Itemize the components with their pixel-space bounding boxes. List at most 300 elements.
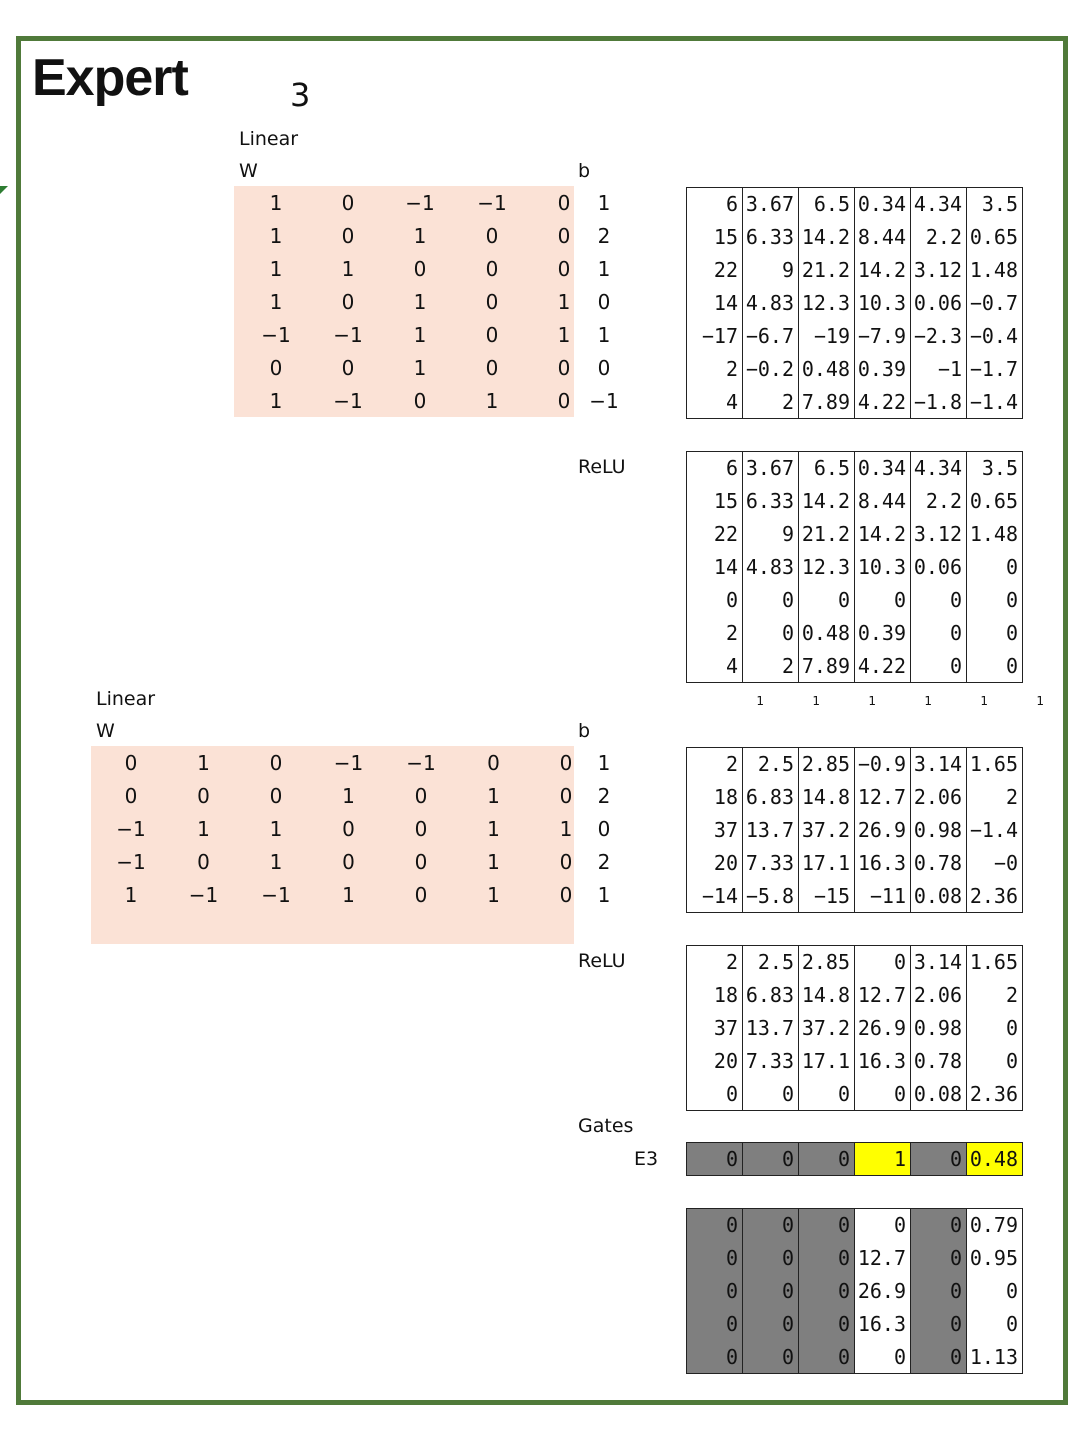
matrix-cell[interactable]: 1: [855, 1143, 911, 1176]
matrix-cell[interactable]: 26.9: [855, 1275, 911, 1308]
matrix-cell[interactable]: 0: [911, 1209, 967, 1242]
matrix-cell[interactable]: 14.2: [855, 254, 911, 287]
matrix-cell[interactable]: 20: [687, 847, 743, 880]
matrix-cell[interactable]: −7.9: [855, 320, 911, 353]
matrix-cell[interactable]: 8.44: [855, 221, 911, 254]
weight-cell[interactable]: 1: [557, 290, 571, 314]
matrix-cell[interactable]: 0: [743, 1341, 799, 1374]
weight-cell[interactable]: 1: [487, 883, 500, 907]
page-title: Expert: [32, 49, 188, 107]
matrix-cell[interactable]: 12.3: [799, 287, 855, 320]
matrix-cell[interactable]: −0.9: [855, 748, 911, 781]
matrix-cell[interactable]: 9: [743, 518, 799, 551]
matrix-cell[interactable]: 0: [743, 584, 799, 617]
weight-cell[interactable]: −1: [116, 817, 146, 841]
weight-cell[interactable]: −1: [477, 191, 507, 215]
matrix-cell[interactable]: 14.2: [855, 518, 911, 551]
cell-comment-marker: [0, 186, 8, 194]
ones-cell[interactable]: 1: [868, 694, 876, 708]
matrix-cell[interactable]: −1.4: [967, 386, 1023, 419]
weight-cell[interactable]: −1: [406, 751, 436, 775]
weight-cell[interactable]: 0: [559, 784, 573, 808]
matrix-cell[interactable]: 0: [911, 617, 967, 650]
weight-cell[interactable]: 1: [342, 784, 355, 808]
matrix-cell[interactable]: 0: [911, 650, 967, 683]
matrix-cell[interactable]: 16.3: [855, 847, 911, 880]
weight-cell[interactable]: 0: [485, 257, 499, 281]
matrix-cell[interactable]: 18: [687, 781, 743, 814]
matrix-cell[interactable]: −0.4: [967, 320, 1023, 353]
weight-cell[interactable]: 0: [269, 751, 283, 775]
matrix-cell[interactable]: 2: [967, 781, 1023, 814]
gate-row-label: E3: [634, 1148, 659, 1170]
matrix-cell[interactable]: 0.34: [855, 452, 911, 485]
weight-cell[interactable]: 0: [341, 290, 355, 314]
matrix-cell[interactable]: 18: [687, 979, 743, 1012]
gated-output-matrix: [686, 1208, 1023, 1374]
matrix-cell[interactable]: 4.83: [743, 287, 799, 320]
matrix-cell[interactable]: 2.36: [967, 1078, 1023, 1111]
matrix-cell[interactable]: 0.98: [911, 814, 967, 847]
matrix-row: [687, 650, 1023, 683]
matrix-cell[interactable]: 6.5: [799, 188, 855, 221]
weight-cell[interactable]: 0: [342, 817, 355, 841]
matrix-cell[interactable]: 0: [799, 1078, 855, 1111]
expert-number[interactable]: 3: [290, 76, 311, 114]
matrix-cell[interactable]: 0: [911, 584, 967, 617]
matrix-cell[interactable]: 37.2: [799, 814, 855, 847]
weight-cell[interactable]: 0: [124, 751, 138, 775]
matrix-cell[interactable]: 0.39: [855, 617, 911, 650]
matrix-cell[interactable]: 0: [687, 1209, 743, 1242]
matrix-cell[interactable]: 12.3: [799, 551, 855, 584]
matrix-cell[interactable]: 14.8: [799, 979, 855, 1012]
matrix-cell[interactable]: 0: [855, 1209, 911, 1242]
matrix-cell[interactable]: 3.12: [911, 254, 967, 287]
weight-cell[interactable]: 0: [557, 224, 571, 248]
matrix-cell[interactable]: 16.3: [855, 1045, 911, 1078]
bias-cell[interactable]: −1: [589, 389, 619, 413]
matrix-cell[interactable]: 0.98: [911, 1012, 967, 1045]
weight-cell[interactable]: 0: [485, 323, 499, 347]
matrix-cell[interactable]: 2.2: [911, 485, 967, 518]
matrix-cell[interactable]: 0: [687, 1341, 743, 1374]
matrix-cell[interactable]: 4.22: [855, 386, 911, 419]
matrix-cell[interactable]: 0: [743, 1275, 799, 1308]
matrix-cell[interactable]: 0: [855, 946, 911, 979]
matrix-cell[interactable]: −14: [687, 880, 743, 913]
matrix-cell[interactable]: 0.06: [911, 551, 967, 584]
matrix-cell[interactable]: 21.2: [799, 518, 855, 551]
matrix-cell[interactable]: 2: [687, 946, 743, 979]
matrix-cell[interactable]: 2.85: [799, 748, 855, 781]
matrix-cell[interactable]: 0: [911, 1143, 967, 1176]
matrix-cell[interactable]: 26.9: [855, 1012, 911, 1045]
matrix-cell[interactable]: 12.7: [855, 1242, 911, 1275]
weight-cell[interactable]: 1: [487, 817, 500, 841]
weight-cell[interactable]: 1: [559, 817, 573, 841]
matrix-cell[interactable]: 14.8: [799, 781, 855, 814]
matrix-cell[interactable]: 15: [687, 221, 743, 254]
weight-cell[interactable]: 0: [559, 850, 573, 874]
matrix-cell[interactable]: 0: [967, 551, 1023, 584]
matrix-cell[interactable]: 6.83: [743, 781, 799, 814]
weight-cell[interactable]: 1: [342, 883, 355, 907]
matrix-cell[interactable]: 0: [687, 1308, 743, 1341]
matrix-row: [687, 452, 1023, 485]
weight-cell[interactable]: −1: [261, 323, 291, 347]
matrix-cell[interactable]: 7.33: [743, 1045, 799, 1078]
matrix-cell[interactable]: 0.48: [967, 1143, 1023, 1176]
matrix-cell[interactable]: 2.36: [967, 880, 1023, 913]
weight-cell[interactable]: 1: [413, 224, 427, 248]
matrix-cell[interactable]: 0: [687, 1242, 743, 1275]
bias-cell[interactable]: 2: [597, 784, 611, 808]
matrix-cell[interactable]: 12.7: [855, 979, 911, 1012]
weight-cell[interactable]: 1: [269, 224, 283, 248]
matrix-cell[interactable]: 15: [687, 485, 743, 518]
matrix-row: [687, 946, 1023, 979]
matrix-row: [687, 814, 1023, 847]
weight-cell[interactable]: 1: [487, 850, 500, 874]
matrix-cell[interactable]: 14.2: [799, 221, 855, 254]
matrix-cell[interactable]: 3.14: [911, 946, 967, 979]
weight-cell[interactable]: 0: [485, 290, 499, 314]
matrix-cell[interactable]: 3.5: [967, 452, 1023, 485]
matrix-cell[interactable]: 37: [687, 814, 743, 847]
matrix-cell[interactable]: 0: [743, 1143, 799, 1176]
matrix-cell[interactable]: 0: [687, 584, 743, 617]
bias-cell[interactable]: 0: [597, 817, 611, 841]
matrix-cell[interactable]: −1.8: [911, 386, 967, 419]
weight-cell[interactable]: 0: [269, 356, 283, 380]
matrix-cell[interactable]: 0.65: [967, 221, 1023, 254]
matrix-cell[interactable]: 0: [855, 1078, 911, 1111]
matrix-row: [687, 781, 1023, 814]
matrix-cell[interactable]: 3.12: [911, 518, 967, 551]
weight-cell[interactable]: −1: [333, 323, 363, 347]
matrix-cell[interactable]: 0: [799, 1341, 855, 1374]
matrix-cell[interactable]: 4.34: [911, 188, 967, 221]
weight-cell[interactable]: 1: [413, 356, 427, 380]
bias-cell[interactable]: 2: [597, 850, 611, 874]
matrix-row: [687, 1012, 1023, 1045]
matrix-cell[interactable]: 12.7: [855, 781, 911, 814]
matrix-cell[interactable]: 14.2: [799, 485, 855, 518]
weight-cell[interactable]: 1: [124, 883, 138, 907]
matrix-cell[interactable]: −5.8: [743, 880, 799, 913]
weight-cell[interactable]: 0: [414, 883, 428, 907]
matrix-cell[interactable]: 1.65: [967, 946, 1023, 979]
matrix-row: [687, 1308, 1023, 1341]
matrix-cell[interactable]: 6: [687, 188, 743, 221]
matrix-cell[interactable]: 21.2: [799, 254, 855, 287]
matrix-cell[interactable]: 17.1: [799, 1045, 855, 1078]
matrix-cell[interactable]: 2: [743, 650, 799, 683]
weight-cell[interactable]: −1: [333, 389, 363, 413]
matrix-cell[interactable]: 4.22: [855, 650, 911, 683]
matrix-cell[interactable]: −2.3: [911, 320, 967, 353]
bias-cell[interactable]: 0: [597, 290, 611, 314]
matrix-cell[interactable]: 0: [799, 1275, 855, 1308]
matrix-cell[interactable]: 0.48: [799, 617, 855, 650]
weight-cell[interactable]: 1: [197, 817, 210, 841]
matrix-cell[interactable]: 0.08: [911, 1078, 967, 1111]
matrix-cell[interactable]: 0.78: [911, 1045, 967, 1078]
weight-cell[interactable]: 0: [413, 257, 427, 281]
matrix-cell[interactable]: −1.7: [967, 353, 1023, 386]
matrix-cell[interactable]: 0: [911, 1242, 967, 1275]
weight-cell[interactable]: 0: [197, 850, 210, 874]
bias-cell[interactable]: 1: [597, 883, 611, 907]
matrix-cell[interactable]: 2: [687, 748, 743, 781]
matrix-cell[interactable]: 0: [967, 1045, 1023, 1078]
gates-row: [686, 1142, 1023, 1176]
matrix-row: [687, 320, 1023, 353]
matrix-cell[interactable]: 22: [687, 254, 743, 287]
layer2-linear-label: Linear: [96, 688, 156, 710]
matrix-row: [687, 1078, 1023, 1111]
matrix-cell[interactable]: 0: [967, 584, 1023, 617]
matrix-row: [687, 188, 1023, 221]
layer2-b-label: b: [578, 720, 591, 742]
matrix-cell[interactable]: 0: [799, 584, 855, 617]
matrix-cell[interactable]: 2: [687, 617, 743, 650]
matrix-cell[interactable]: 1.48: [967, 254, 1023, 287]
weight-cell[interactable]: 1: [269, 389, 283, 413]
matrix-row: [687, 551, 1023, 584]
matrix-cell[interactable]: 17.1: [799, 847, 855, 880]
matrix-cell[interactable]: −0.2: [743, 353, 799, 386]
weight-cell[interactable]: 1: [269, 817, 283, 841]
matrix-cell[interactable]: 0: [855, 1341, 911, 1374]
matrix-cell[interactable]: 37: [687, 1012, 743, 1045]
matrix-cell[interactable]: 0.95: [967, 1242, 1023, 1275]
matrix-cell[interactable]: 4.34: [911, 452, 967, 485]
matrix-cell[interactable]: 10.3: [855, 287, 911, 320]
gates-label: Gates: [578, 1115, 634, 1137]
weight-cell[interactable]: 1: [485, 389, 499, 413]
matrix-cell[interactable]: 22: [687, 518, 743, 551]
layer2-output-matrix: [686, 747, 1023, 913]
matrix-cell[interactable]: 4.83: [743, 551, 799, 584]
weight-cell[interactable]: −1: [405, 191, 435, 215]
matrix-cell[interactable]: 2.5: [743, 946, 799, 979]
weight-cell[interactable]: 0: [414, 784, 428, 808]
layer1-w-label: W: [239, 160, 258, 182]
matrix-cell[interactable]: 0: [911, 1308, 967, 1341]
ones-cell[interactable]: 1: [812, 694, 820, 708]
weight-cell[interactable]: 0: [485, 224, 499, 248]
matrix-cell[interactable]: 0: [799, 1242, 855, 1275]
weight-cell[interactable]: 0: [341, 224, 355, 248]
weight-cell[interactable]: 1: [269, 850, 283, 874]
matrix-cell[interactable]: 0: [743, 617, 799, 650]
matrix-cell[interactable]: −15: [799, 880, 855, 913]
weight-cell[interactable]: 1: [413, 323, 427, 347]
weight-cell[interactable]: 0: [557, 257, 571, 281]
matrix-cell[interactable]: 0: [911, 1275, 967, 1308]
matrix-cell[interactable]: 0: [855, 584, 911, 617]
matrix-cell[interactable]: 13.7: [743, 814, 799, 847]
matrix-cell[interactable]: 0: [967, 650, 1023, 683]
bias-cell[interactable]: 1: [597, 323, 611, 347]
bias-cell[interactable]: 1: [597, 191, 611, 215]
ones-cell[interactable]: 1: [1036, 694, 1044, 708]
matrix-cell[interactable]: 16.3: [855, 1308, 911, 1341]
matrix-cell[interactable]: 8.44: [855, 485, 911, 518]
matrix-cell[interactable]: 14: [687, 287, 743, 320]
matrix-cell[interactable]: 6.33: [743, 221, 799, 254]
weight-cell[interactable]: 1: [269, 290, 283, 314]
matrix-cell[interactable]: 0.78: [911, 847, 967, 880]
layer1-b-label: b: [578, 160, 591, 182]
matrix-cell[interactable]: −17: [687, 320, 743, 353]
matrix-cell[interactable]: 2.85: [799, 946, 855, 979]
matrix-cell[interactable]: 6.33: [743, 485, 799, 518]
weight-cell[interactable]: 0: [414, 850, 428, 874]
weight-cell[interactable]: 0: [269, 784, 283, 808]
layer1-relu-label: ReLU: [578, 456, 626, 478]
matrix-cell[interactable]: 0: [687, 1275, 743, 1308]
matrix-cell[interactable]: 0.65: [967, 485, 1023, 518]
matrix-cell[interactable]: 1.65: [967, 748, 1023, 781]
matrix-cell[interactable]: 0: [799, 1209, 855, 1242]
weight-cell[interactable]: −1: [116, 850, 146, 874]
layer2-relu-label: ReLU: [578, 950, 626, 972]
matrix-cell[interactable]: 14: [687, 551, 743, 584]
weight-cell[interactable]: 1: [413, 290, 427, 314]
weight-cell[interactable]: 0: [124, 784, 138, 808]
bias-cell[interactable]: 2: [597, 224, 611, 248]
weight-cell[interactable]: 0: [487, 751, 500, 775]
matrix-cell[interactable]: 10.3: [855, 551, 911, 584]
matrix-cell[interactable]: 7.89: [799, 650, 855, 683]
matrix-cell[interactable]: −1.4: [967, 814, 1023, 847]
matrix-row: [687, 1242, 1023, 1275]
weight-cell[interactable]: 1: [341, 257, 355, 281]
matrix-cell[interactable]: 0: [967, 1308, 1023, 1341]
layer1-output-matrix: [686, 187, 1023, 419]
matrix-cell[interactable]: 1.48: [967, 518, 1023, 551]
weight-cell[interactable]: 1: [557, 323, 571, 347]
matrix-cell[interactable]: 9: [743, 254, 799, 287]
weight-cell[interactable]: 0: [413, 389, 427, 413]
matrix-cell[interactable]: −11: [855, 880, 911, 913]
matrix-cell[interactable]: 0.34: [855, 188, 911, 221]
weight-cell[interactable]: 0: [557, 191, 571, 215]
matrix-cell[interactable]: 0: [743, 1078, 799, 1111]
matrix-cell[interactable]: 3.67: [743, 452, 799, 485]
bias-cell[interactable]: 1: [597, 257, 611, 281]
matrix-cell[interactable]: 0.79: [967, 1209, 1023, 1242]
ones-cell[interactable]: 1: [756, 694, 764, 708]
weight-cell[interactable]: 0: [557, 389, 571, 413]
matrix-cell[interactable]: −19: [799, 320, 855, 353]
weight-cell[interactable]: 0: [559, 883, 573, 907]
weight-cell[interactable]: −1: [333, 751, 364, 775]
matrix-cell[interactable]: −6.7: [743, 320, 799, 353]
weight-cell[interactable]: 1: [197, 751, 210, 775]
weight-cell[interactable]: 0: [414, 817, 428, 841]
ones-cell[interactable]: 1: [980, 694, 988, 708]
matrix-row: [687, 617, 1023, 650]
bias-cell[interactable]: 1: [597, 751, 611, 775]
matrix-cell[interactable]: 0: [743, 1242, 799, 1275]
matrix-cell[interactable]: 2: [743, 386, 799, 419]
weight-cell[interactable]: 0: [342, 850, 355, 874]
weight-cell[interactable]: 1: [269, 257, 283, 281]
matrix-cell[interactable]: 0: [911, 1341, 967, 1374]
matrix-cell[interactable]: 7.33: [743, 847, 799, 880]
matrix-row: [687, 1341, 1023, 1374]
matrix-row: [687, 1209, 1023, 1242]
matrix-cell[interactable]: 2: [687, 353, 743, 386]
weight-cell[interactable]: −1: [261, 883, 291, 907]
matrix-cell[interactable]: 0.08: [911, 880, 967, 913]
matrix-cell[interactable]: 0: [687, 1078, 743, 1111]
weight-cell[interactable]: 0: [197, 784, 210, 808]
matrix-cell[interactable]: 20: [687, 1045, 743, 1078]
matrix-row: [687, 979, 1023, 1012]
ones-cell[interactable]: 1: [924, 694, 932, 708]
matrix-cell[interactable]: 3.5: [967, 188, 1023, 221]
weight-cell[interactable]: 1: [269, 191, 283, 215]
matrix-cell[interactable]: 13.7: [743, 1012, 799, 1045]
matrix-cell[interactable]: 6.83: [743, 979, 799, 1012]
matrix-cell[interactable]: 0: [743, 1209, 799, 1242]
bias-cell[interactable]: 0: [597, 356, 611, 380]
matrix-cell[interactable]: 0: [967, 1012, 1023, 1045]
matrix-cell[interactable]: 0: [799, 1308, 855, 1341]
matrix-cell[interactable]: 6: [687, 452, 743, 485]
matrix-cell[interactable]: 0.39: [855, 353, 911, 386]
matrix-cell[interactable]: 4: [687, 650, 743, 683]
matrix-cell[interactable]: 4: [687, 386, 743, 419]
matrix-cell[interactable]: 0: [799, 1143, 855, 1176]
matrix-cell[interactable]: 0: [967, 617, 1023, 650]
weight-cell[interactable]: −1: [188, 883, 219, 907]
weight-cell[interactable]: 0: [557, 356, 571, 380]
matrix-cell[interactable]: 3.14: [911, 748, 967, 781]
matrix-cell[interactable]: 1.13: [967, 1341, 1023, 1374]
matrix-cell[interactable]: 0: [687, 1143, 743, 1176]
matrix-cell[interactable]: 2.2: [911, 221, 967, 254]
matrix-cell[interactable]: 0.06: [911, 287, 967, 320]
matrix-cell[interactable]: −0: [967, 847, 1023, 880]
matrix-cell[interactable]: 37.2: [799, 1012, 855, 1045]
matrix-cell[interactable]: 6.5: [799, 452, 855, 485]
matrix-cell[interactable]: 0: [967, 1275, 1023, 1308]
weight-cell[interactable]: 0: [341, 356, 355, 380]
matrix-row: [687, 221, 1023, 254]
weight-cell[interactable]: 0: [559, 751, 573, 775]
matrix-cell[interactable]: 26.9: [855, 814, 911, 847]
matrix-cell[interactable]: 2.06: [911, 979, 967, 1012]
matrix-cell[interactable]: −0.7: [967, 287, 1023, 320]
weight-cell[interactable]: 0: [485, 356, 499, 380]
matrix-cell[interactable]: 2: [967, 979, 1023, 1012]
matrix-cell[interactable]: 7.89: [799, 386, 855, 419]
matrix-cell[interactable]: 2.06: [911, 781, 967, 814]
matrix-cell[interactable]: 3.67: [743, 188, 799, 221]
matrix-cell[interactable]: 0: [743, 1308, 799, 1341]
matrix-cell[interactable]: −1: [911, 353, 967, 386]
weight-cell[interactable]: 0: [341, 191, 355, 215]
weight-cell[interactable]: 1: [487, 784, 500, 808]
matrix-cell[interactable]: 2.5: [743, 748, 799, 781]
matrix-cell[interactable]: 0.48: [799, 353, 855, 386]
